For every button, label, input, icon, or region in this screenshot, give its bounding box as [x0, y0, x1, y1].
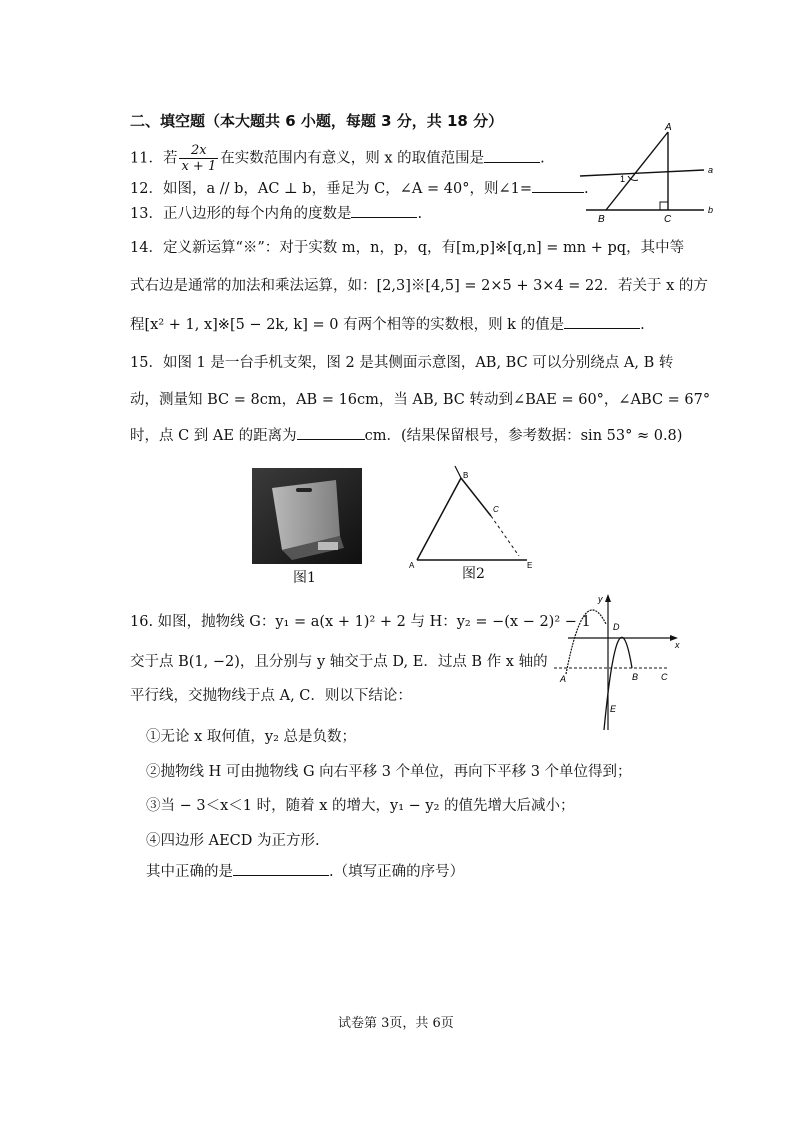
line-a — [580, 170, 704, 176]
label-E: E — [610, 704, 617, 714]
q16-answer-line — [146, 861, 464, 882]
segment-AB — [606, 132, 668, 210]
q14-end: . — [640, 317, 645, 333]
label-D: D — [613, 622, 620, 632]
q16-figure — [548, 590, 688, 740]
q12-text: 12．如图，a // b，AC ⊥ b，垂足为 C，∠A = 40°，则∠1= — [130, 181, 532, 197]
label-x: x — [675, 640, 680, 650]
q13-answer-blank[interactable] — [351, 203, 417, 218]
q11-end: . — [540, 150, 545, 167]
q16-answer-suffix: .（填写正确的序号） — [329, 864, 465, 880]
q16-answer-blank[interactable] — [233, 861, 329, 876]
label-A: A — [665, 122, 672, 133]
q15-line3b: cm．(结果保留根号，参考数据：sin 53° ≈ 0.8) — [364, 428, 683, 444]
q16-answer-prefix: 其中正确的是 — [146, 864, 233, 880]
right-angle-mark — [660, 202, 668, 210]
y-axis-arrow — [605, 594, 611, 602]
section-title: 二、填空题（本大题共 6 小题，每题 3 分，共 18 分） — [130, 112, 504, 130]
label-a: a — [708, 165, 714, 175]
q12-end: . — [584, 181, 589, 197]
q14-line1: 14．定义新运算“※”：对于实数 m，n，p，q，有[m,p]※[q,n] = mn + pq，其中等 — [130, 240, 685, 256]
q16-line2: 交于点 B(1, −2)，且分别与 y 轴交于点 D, E．过点 B 作 x 轴的 — [130, 654, 548, 670]
q15-line1: 15．如图 1 是一台手机支架，图 2 是其侧面示意图，AB, BC 可以分别绕点 A, B 转 — [130, 355, 674, 371]
q15-line3a: 时，点 C 到 AE 的距离为 — [130, 428, 297, 444]
q16-option-2: ②抛物线 H 可由抛物线 G 向右平移 3 个单位，再向下平移 3 个单位得到； — [146, 764, 632, 780]
label-b: b — [708, 205, 714, 215]
question-14-line3 — [130, 314, 645, 335]
q16-line3: 平行线，交抛物线于点 A, C．则以下结论： — [130, 688, 412, 704]
q16-option-3: ③当 − 3＜x＜1 时，随着 x 的增大，y₁ − y₂ 的值先增大后减小； — [146, 798, 575, 814]
q11-frac-denominator: x + 1 — [181, 159, 217, 174]
q13-text: 13．正八边形的每个内角的度数是 — [130, 206, 352, 222]
q11-fraction — [179, 143, 218, 174]
question-13 — [130, 203, 422, 224]
label-B: B — [463, 471, 469, 480]
segment-BC — [461, 478, 491, 516]
label-A: A — [560, 674, 567, 684]
segment-AB — [417, 478, 461, 560]
q14-line3: 程[x² + 1, x]※[5 − 2k, k] = 0 有两个相等的实数根，则 k 的值是 — [130, 317, 565, 333]
label-B: B — [598, 214, 605, 225]
q15-answer-blank[interactable] — [297, 425, 365, 440]
question-15-line3 — [130, 425, 682, 446]
label-C: C — [661, 672, 668, 682]
q16-line1: 16. 如图，抛物线 G：y₁ = a(x + 1)² + 2 与 H：y₂ = −(x − 2)² − 1 — [130, 614, 591, 630]
q14-answer-blank[interactable] — [564, 314, 640, 329]
q11-text: 在实数范围内有意义，则 x 的取值范围是 — [220, 150, 485, 167]
q16-option-4: ④四边形 AECD 为正方形. — [146, 833, 320, 849]
fig1-caption: 图1 — [293, 570, 316, 586]
label-E: E — [527, 561, 533, 570]
q16-option-1: ①无论 x 取何值，y₂ 总是负数； — [146, 729, 357, 745]
q14-line2: 式右边是通常的加法和乘法运算，如：[2,3]※[4,5] = 2×5 + 3×4 = 22．若关于 x 的方 — [130, 278, 708, 294]
phone-stand-photo — [252, 468, 362, 564]
q15-figure-2 — [405, 460, 545, 570]
q13-end: . — [417, 206, 423, 222]
label-y: y — [598, 594, 603, 604]
page-footer: 试卷第 3页，共 6页 — [338, 1016, 454, 1031]
question-11 — [130, 143, 545, 174]
question-12 — [130, 178, 589, 199]
parabola-G — [566, 610, 606, 674]
q15-line2: 动，测量知 BC = 8cm，AB = 16cm，当 AB, BC 转动到∠BAE = 60°，∠ABC = 67° — [130, 392, 711, 408]
segment-B-top — [455, 466, 461, 478]
label-angle-1: 1 — [620, 174, 626, 184]
q12-figure — [572, 118, 722, 228]
label-C: C — [664, 214, 672, 225]
q11-number: 11．若 — [130, 150, 178, 167]
fig2-caption: 图2 — [462, 566, 485, 582]
q11-answer-blank[interactable] — [484, 148, 540, 163]
label-C: C — [493, 505, 499, 514]
label-A: A — [409, 561, 415, 570]
segment-C-extension — [491, 516, 519, 556]
label-B: B — [632, 672, 639, 682]
q11-frac-numerator: 2x — [179, 143, 218, 159]
